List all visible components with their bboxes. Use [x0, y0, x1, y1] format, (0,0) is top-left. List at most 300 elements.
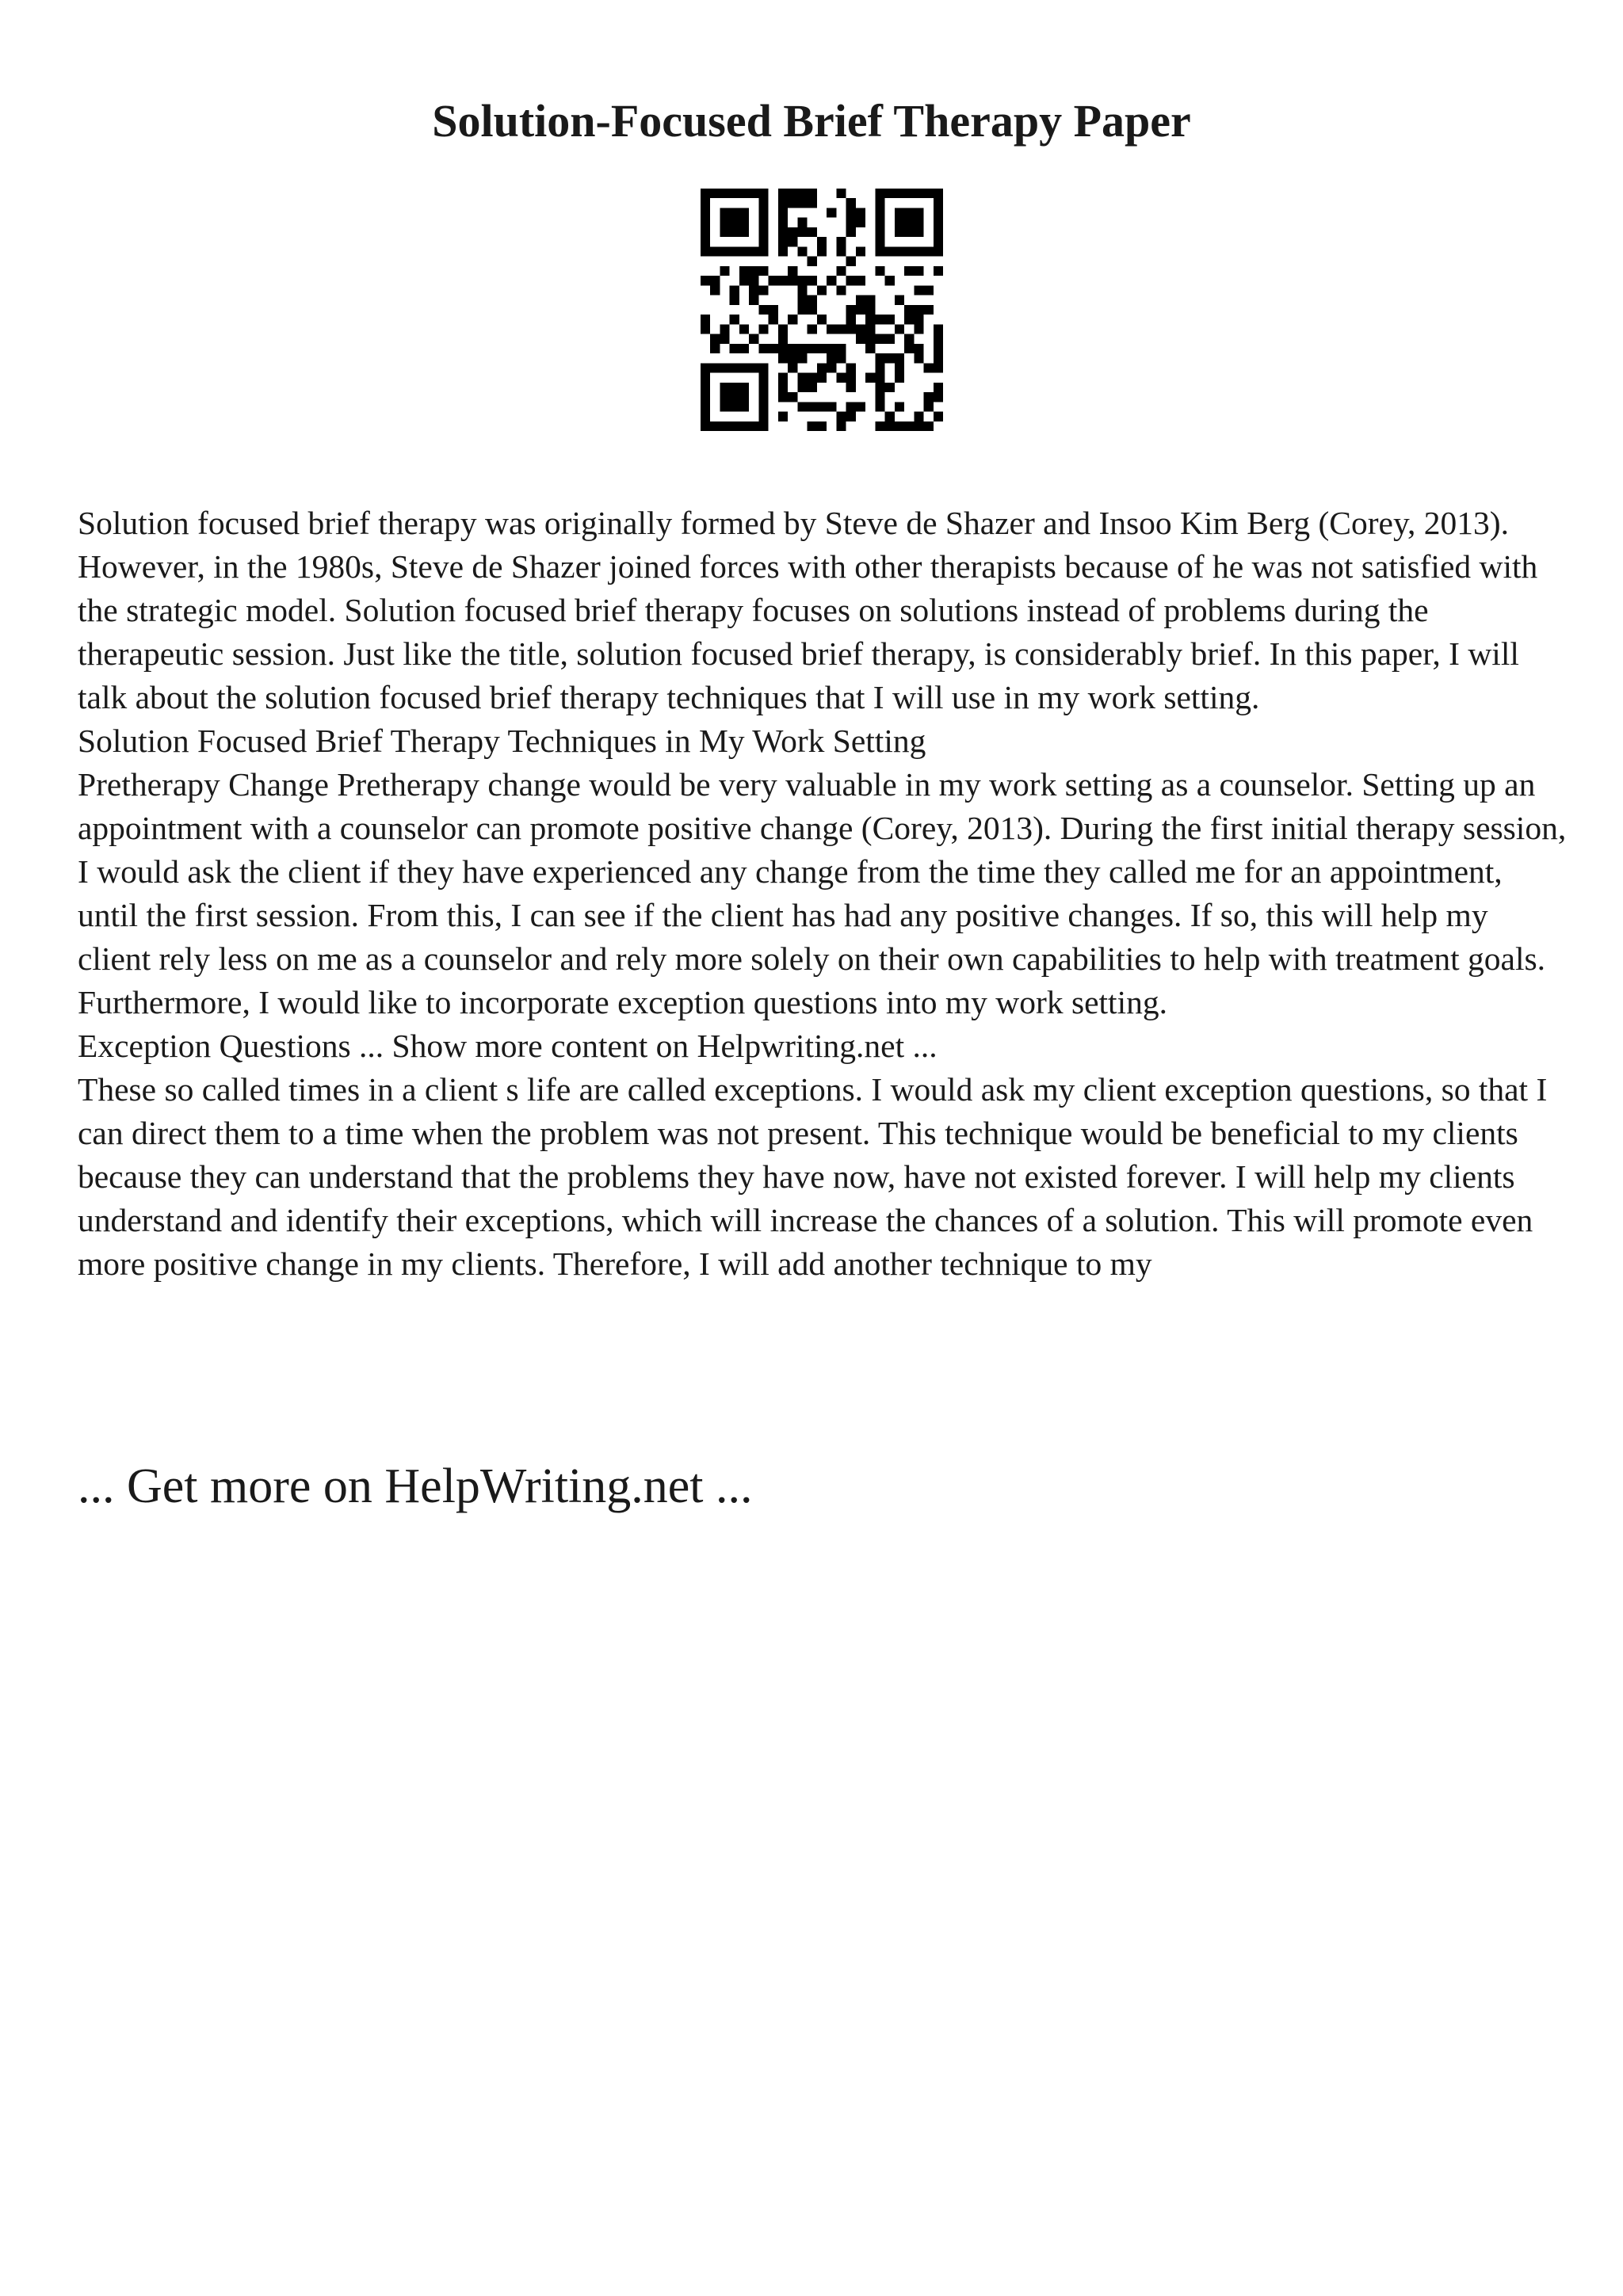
qr-module	[817, 237, 827, 246]
qr-module	[701, 218, 710, 227]
qr-module	[758, 305, 768, 315]
qr-module	[895, 353, 904, 363]
qr-module	[739, 208, 749, 217]
qr-module	[836, 266, 846, 276]
qr-module	[817, 315, 827, 324]
qr-module	[817, 344, 827, 353]
qr-module	[788, 227, 797, 237]
qr-module	[758, 363, 768, 372]
qr-module	[846, 363, 856, 372]
qr-module	[730, 421, 739, 431]
qr-module	[730, 208, 739, 217]
qr-module	[875, 421, 884, 431]
qr-module	[934, 324, 943, 334]
qr-module	[924, 285, 934, 295]
qr-module	[778, 189, 788, 198]
qr-module	[797, 402, 807, 411]
qr-module	[778, 198, 788, 208]
qr-module	[730, 383, 739, 392]
qr-module	[701, 324, 710, 334]
qr-module	[788, 189, 797, 198]
qr-module	[846, 402, 856, 411]
qr-module	[934, 266, 943, 276]
qr-module	[778, 353, 788, 363]
qr-module	[895, 296, 904, 305]
qr-module	[749, 246, 758, 256]
qr-module	[720, 266, 729, 276]
qr-module	[758, 266, 768, 276]
qr-module	[875, 373, 884, 383]
qr-module	[739, 189, 749, 198]
qr-module	[758, 237, 768, 246]
qr-module	[778, 218, 788, 227]
qr-module	[739, 402, 749, 411]
qr-module	[788, 315, 797, 324]
qr-module	[934, 208, 943, 217]
qr-module	[710, 246, 720, 256]
qr-module	[934, 237, 943, 246]
qr-module	[934, 363, 943, 372]
qr-module	[720, 421, 729, 431]
qr-module	[934, 246, 943, 256]
qr-module	[836, 344, 846, 353]
qr-module	[739, 344, 749, 353]
qr-module	[885, 353, 895, 363]
qr-module	[875, 237, 884, 246]
qr-module	[808, 344, 817, 353]
qr-module	[720, 402, 729, 411]
qr-module	[846, 208, 856, 217]
qr-module	[730, 246, 739, 256]
qr-module	[934, 189, 943, 198]
qr-module	[846, 257, 856, 266]
qr-module	[836, 353, 846, 363]
qr-module	[739, 266, 749, 276]
qr-module	[827, 208, 836, 217]
qr-module	[749, 266, 758, 276]
qr-module	[914, 285, 923, 295]
qr-module	[701, 392, 710, 402]
qr-module	[808, 402, 817, 411]
qr-module	[895, 227, 904, 237]
qr-module	[808, 198, 817, 208]
qr-module	[749, 189, 758, 198]
qr-module	[701, 402, 710, 411]
qr-module	[817, 246, 827, 256]
qr-module	[875, 334, 884, 344]
qr-module	[739, 276, 749, 285]
qr-module	[885, 421, 895, 431]
qr-module	[758, 246, 768, 256]
qr-module	[885, 276, 895, 285]
qr-module	[904, 334, 914, 344]
qr-module	[701, 198, 710, 208]
qr-module	[701, 315, 710, 324]
qr-module	[758, 198, 768, 208]
qr-code-icon[interactable]	[701, 189, 943, 431]
qr-module	[749, 276, 758, 285]
qr-module	[739, 421, 749, 431]
qr-module	[836, 237, 846, 246]
qr-module	[788, 363, 797, 372]
qr-module	[934, 227, 943, 237]
qr-module	[914, 266, 923, 276]
qr-module	[720, 392, 729, 402]
qr-module	[934, 412, 943, 421]
qr-module	[769, 276, 778, 285]
qr-module	[749, 285, 758, 295]
qr-module	[846, 315, 856, 324]
qr-module	[924, 402, 934, 411]
qr-module	[885, 315, 895, 324]
qr-module	[875, 208, 884, 217]
qr-module	[720, 383, 729, 392]
qr-module	[730, 218, 739, 227]
qr-module	[701, 421, 710, 431]
qr-module	[885, 334, 895, 344]
qr-module	[778, 237, 788, 246]
qr-module	[739, 383, 749, 392]
qr-module	[720, 246, 729, 256]
qr-module	[914, 189, 923, 198]
qr-module	[895, 421, 904, 431]
qr-module	[758, 324, 768, 334]
qr-module	[710, 363, 720, 372]
qr-module	[710, 276, 720, 285]
qr-module	[904, 246, 914, 256]
qr-module	[817, 373, 827, 383]
section-heading: Solution Focused Brief Therapy Techniques in My Work Setting	[78, 723, 926, 759]
get-more-link[interactable]: ... Get more on HelpWriting.net ...	[78, 1459, 753, 1513]
qr-module	[895, 363, 904, 372]
page-title: Solution-Focused Brief Therapy Paper	[432, 95, 1191, 147]
qr-module	[914, 305, 923, 315]
qr-module	[904, 315, 914, 324]
qr-module	[758, 383, 768, 392]
qr-module	[797, 276, 807, 285]
qr-module	[924, 421, 934, 431]
show-more-link[interactable]: Exception Questions ... Show more content on Helpwriting.net ...	[78, 1028, 938, 1064]
qr-module	[730, 315, 739, 324]
qr-module	[758, 189, 768, 198]
qr-module	[914, 412, 923, 421]
qr-module	[856, 246, 865, 256]
qr-module	[701, 363, 710, 372]
qr-module	[827, 324, 836, 334]
qr-module	[846, 412, 856, 421]
qr-module	[875, 198, 884, 208]
qr-module	[827, 402, 836, 411]
qr-module	[710, 189, 720, 198]
qr-module	[914, 246, 923, 256]
qr-module	[846, 324, 856, 334]
qr-module	[856, 218, 865, 227]
qr-module	[808, 227, 817, 237]
qr-module	[778, 344, 788, 353]
qr-module	[895, 218, 904, 227]
qr-module	[788, 266, 797, 276]
qr-module	[875, 363, 884, 372]
qr-module	[808, 257, 817, 266]
qr-module	[865, 373, 875, 383]
qr-module	[914, 227, 923, 237]
qr-module	[788, 344, 797, 353]
qr-module	[895, 246, 904, 256]
qr-module	[895, 324, 904, 334]
qr-module	[895, 402, 904, 411]
qr-module	[778, 373, 788, 383]
qr-module	[875, 189, 884, 198]
paragraph-exceptions: These so called times in a client s life are called exceptions. I would ask my client exception questions, so that I can direct them to a time when the problem was not present. This technique would be beneficial to my clients because they can understand that the problems they have now, have not existed forever. I will help my clients understand and identify their exceptions, which will increase the chances of a solution. This will promote even more positive change in my clients. Therefore, I will add another technique to my	[78, 1071, 1548, 1282]
qr-module	[827, 363, 836, 372]
qr-module	[808, 276, 817, 285]
qr-module	[856, 276, 865, 285]
qr-module	[758, 402, 768, 411]
qr-module	[914, 353, 923, 363]
qr-module	[758, 421, 768, 431]
qr-module	[720, 324, 729, 334]
qr-module	[720, 208, 729, 217]
qr-module	[846, 276, 856, 285]
qr-module	[904, 208, 914, 217]
qr-module	[865, 324, 875, 334]
qr-module	[730, 285, 739, 295]
qr-module	[895, 208, 904, 217]
qr-module	[797, 305, 807, 315]
qr-module	[730, 344, 739, 353]
qr-module	[788, 276, 797, 285]
qr-module	[769, 305, 778, 315]
qr-module	[701, 373, 710, 383]
qr-module	[701, 227, 710, 237]
qr-module	[846, 305, 856, 315]
qr-module	[827, 276, 836, 285]
qr-module	[701, 383, 710, 392]
qr-module	[749, 334, 758, 344]
qr-module	[739, 363, 749, 372]
qr-module	[924, 392, 934, 402]
qr-module	[836, 246, 846, 256]
qr-module	[778, 383, 788, 392]
qr-module	[875, 266, 884, 276]
qr-module	[758, 208, 768, 217]
qr-module	[797, 353, 807, 363]
qr-module	[739, 392, 749, 402]
qr-module	[749, 363, 758, 372]
qr-module	[778, 276, 788, 285]
qr-module	[797, 344, 807, 353]
qr-module	[865, 334, 875, 344]
qr-module	[701, 412, 710, 421]
qr-module	[934, 198, 943, 208]
qr-module	[797, 373, 807, 383]
qr-module	[885, 412, 895, 421]
paragraph-pretherapy-change: Pretherapy Change Pretherapy change would be very valuable in my work setting as a counselor. Setting up an appointment with a counselor can promote positive change (Corey, 2013). During the first initial therapy session, I would ask the client if they have experienced any change from the time they called me for an appointment, until the first session. From this, I can see if the client has had any positive changes. If so, this will help my client rely less on me as a counselor and rely more solely on their own capabilities to help with treatment goals. Furthermore, I would like to incorporate exception questions into my work setting.	[78, 766, 1567, 1020]
qr-module	[904, 189, 914, 198]
qr-module	[875, 392, 884, 402]
qr-module	[875, 402, 884, 411]
qr-module	[778, 227, 788, 237]
qr-module	[914, 208, 923, 217]
qr-module	[875, 353, 884, 363]
qr-module	[720, 227, 729, 237]
qr-module	[778, 392, 788, 402]
qr-module	[778, 208, 788, 217]
qr-module	[846, 218, 856, 227]
qr-module	[895, 189, 904, 198]
qr-module	[846, 383, 856, 392]
qr-module	[710, 344, 720, 353]
qr-module	[836, 373, 846, 383]
qr-module	[710, 334, 720, 344]
qr-module	[778, 334, 788, 344]
qr-module	[914, 344, 923, 353]
qr-module	[846, 198, 856, 208]
qr-module	[904, 344, 914, 353]
qr-module	[797, 296, 807, 305]
qr-module	[749, 296, 758, 305]
qr-module	[856, 324, 865, 334]
qr-module	[778, 246, 788, 256]
qr-module	[758, 218, 768, 227]
qr-module	[758, 392, 768, 402]
qr-module	[817, 421, 827, 431]
qr-module	[934, 392, 943, 402]
qr-module	[788, 237, 797, 246]
paragraph-intro: Solution focused brief therapy was originally formed by Steve de Shazer and Insoo Kim Berg (Corey, 2013). However, in the 1980s, Steve de Shazer joined forces with other therapists because of he was not satisfied with the strategic model. Solution focused brief therapy focuses on solutions instead of problems during the therapeutic session. Just like the title, solution focused brief therapy, is considerably brief. In this paper, I will talk about the solution focused brief therapy techniques that I will use in my work setting.	[78, 505, 1538, 715]
qr-module	[808, 421, 817, 431]
qr-module	[701, 208, 710, 217]
qr-module	[769, 315, 778, 324]
qr-module	[778, 412, 788, 421]
qr-module	[924, 189, 934, 198]
qr-module	[739, 218, 749, 227]
qr-module	[865, 344, 875, 353]
qr-module	[701, 189, 710, 198]
qr-module	[865, 296, 875, 305]
qr-module	[856, 296, 865, 305]
qr-module	[846, 373, 856, 383]
qr-module	[934, 334, 943, 344]
qr-module	[827, 344, 836, 353]
qr-module	[730, 227, 739, 237]
qr-module	[914, 218, 923, 227]
qr-module	[934, 383, 943, 392]
qr-module	[701, 276, 710, 285]
qr-module	[924, 305, 934, 315]
qr-module	[701, 237, 710, 246]
qr-module	[885, 246, 895, 256]
qr-module	[710, 421, 720, 431]
qr-module	[720, 334, 729, 344]
qr-module	[797, 218, 807, 227]
qr-module	[788, 198, 797, 208]
qr-module	[836, 189, 846, 198]
qr-module	[797, 189, 807, 198]
qr-module	[875, 227, 884, 237]
qr-module	[904, 421, 914, 431]
qr-module	[827, 353, 836, 363]
qr-module	[797, 227, 807, 237]
qr-module	[749, 421, 758, 431]
qr-module	[808, 324, 817, 334]
qr-module	[934, 218, 943, 227]
qr-module	[914, 315, 923, 324]
qr-module	[808, 373, 817, 383]
qr-module	[778, 324, 788, 334]
qr-module	[856, 305, 865, 315]
qr-module	[769, 344, 778, 353]
qr-module	[817, 285, 827, 295]
qr-module	[720, 218, 729, 227]
qr-module	[875, 218, 884, 227]
qr-module	[856, 334, 865, 344]
qr-module	[797, 198, 807, 208]
qr-module	[875, 383, 884, 392]
qr-module	[856, 208, 865, 217]
qr-module	[895, 373, 904, 383]
qr-module	[885, 189, 895, 198]
qr-module	[904, 218, 914, 227]
qr-module	[808, 383, 817, 392]
qr-module	[875, 246, 884, 256]
qr-module	[758, 285, 768, 295]
qr-module	[758, 227, 768, 237]
qr-module	[758, 344, 768, 353]
qr-module	[808, 296, 817, 305]
qr-module	[914, 421, 923, 431]
qr-module	[808, 305, 817, 315]
document-body	[78, 502, 1568, 1286]
qr-module	[924, 363, 934, 372]
qr-module	[739, 324, 749, 334]
qr-module	[836, 412, 846, 421]
qr-module	[739, 246, 749, 256]
qr-module	[797, 383, 807, 392]
qr-module	[730, 189, 739, 198]
qr-code-graphic	[701, 189, 943, 431]
qr-module	[904, 305, 914, 315]
qr-module	[758, 373, 768, 383]
qr-module	[788, 353, 797, 363]
qr-module	[739, 227, 749, 237]
qr-module	[720, 189, 729, 198]
qr-module	[885, 383, 895, 392]
qr-module	[875, 315, 884, 324]
qr-module	[817, 402, 827, 411]
qr-module	[836, 324, 846, 334]
qr-module	[730, 363, 739, 372]
qr-module	[914, 324, 923, 334]
qr-module	[730, 392, 739, 402]
qr-module	[701, 246, 710, 256]
qr-module	[836, 421, 846, 431]
qr-module	[904, 227, 914, 237]
qr-module	[730, 402, 739, 411]
qr-module	[836, 285, 846, 295]
qr-module	[730, 296, 739, 305]
qr-module	[846, 227, 856, 237]
qr-module	[934, 344, 943, 353]
qr-module	[797, 246, 807, 256]
qr-module	[788, 392, 797, 402]
qr-module	[817, 363, 827, 372]
qr-module	[856, 402, 865, 411]
qr-module	[865, 315, 875, 324]
qr-module	[758, 412, 768, 421]
qr-module	[904, 266, 914, 276]
qr-module	[797, 285, 807, 295]
